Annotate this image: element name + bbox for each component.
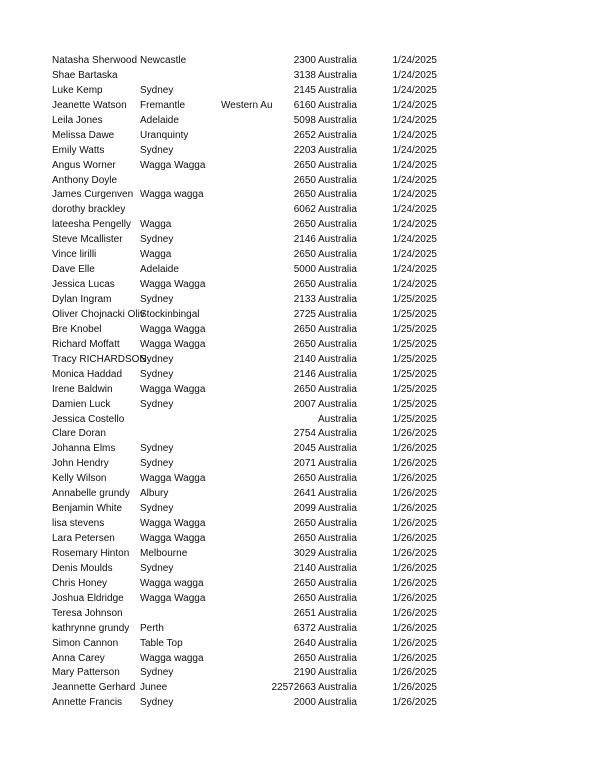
country-cell[interactable]: Australia [318,428,357,440]
city-cell[interactable]: Wagga Wagga [140,473,206,485]
postcode-cell[interactable]: 2650 [293,518,316,530]
country-cell[interactable]: Australia [318,69,357,81]
postcode-cell[interactable]: 2045 [293,443,316,455]
date-cell[interactable]: 1/24/2025 [392,249,437,261]
country-cell[interactable]: Australia [318,308,357,320]
city-cell[interactable]: Sydney [140,368,174,380]
date-cell[interactable]: 1/26/2025 [392,533,437,544]
name-cell[interactable]: Anthony Doyle [52,174,118,186]
city-cell[interactable]: Wagga wagga [140,652,204,664]
date-cell[interactable]: 1/24/2025 [392,55,437,66]
city-cell[interactable]: Stockinbingal [140,308,200,320]
city-cell[interactable]: Sydney [140,353,174,365]
date-cell[interactable]: 1/26/2025 [392,562,437,574]
table-row [52,293,452,308]
table-row [52,592,452,607]
postcode-cell[interactable]: 3029 [293,547,316,559]
city-cell[interactable]: Wagga [140,249,172,261]
city-cell[interactable]: Sydney [140,144,174,156]
date-cell[interactable]: 1/24/2025 [392,129,437,141]
country-cell[interactable]: Australia [318,547,357,559]
postcode-cell[interactable]: 3138 [293,69,316,81]
date-cell[interactable]: 1/24/2025 [392,234,437,246]
name-cell[interactable]: Vince lirilli [52,249,97,261]
table-row [52,637,452,652]
table-row [52,562,452,577]
postcode-cell[interactable]: 2725 [293,308,316,320]
city-cell[interactable]: Table Top [140,637,183,649]
city-cell[interactable]: Newcastle [140,55,187,66]
table-row [52,398,452,413]
city-cell[interactable]: Sydney [140,697,174,709]
date-cell[interactable]: 1/24/2025 [392,279,437,291]
postcode-cell[interactable]: 2650 [293,338,316,350]
country-cell[interactable]: Australia [318,562,357,574]
city-cell[interactable]: Sydney [140,234,174,246]
city-cell[interactable]: Melbourne [140,547,188,559]
postcode-cell[interactable]: 2650 [293,249,316,261]
city-cell[interactable]: Junee [140,682,168,694]
country-cell[interactable]: Australia [318,652,357,664]
postcode-cell[interactable]: 2099 [293,503,316,515]
country-cell[interactable]: Australia [318,682,357,694]
date-cell[interactable]: 1/24/2025 [392,174,437,186]
table-row [52,442,452,457]
name-cell[interactable]: John Hendry [52,458,109,470]
date-cell[interactable]: 1/26/2025 [392,667,437,679]
table-row [52,99,452,114]
name-cell[interactable]: Damien Luck [52,398,111,410]
table-row [52,383,452,398]
table-row [52,457,452,472]
name-cell[interactable]: Bre Knobel [52,323,102,335]
country-cell[interactable]: Australia [318,398,357,410]
name-cell[interactable]: Shae Bartaska [52,69,118,81]
city-cell[interactable]: Sydney [140,667,174,679]
date-cell[interactable]: 1/26/2025 [392,682,437,694]
postcode-cell[interactable]: 2146 [293,234,316,246]
city-cell[interactable]: Wagga wagga [140,577,204,589]
name-cell[interactable]: Kelly Wilson [52,473,107,485]
postcode-cell[interactable]: 2145 [293,84,316,96]
country-cell[interactable]: Australia [318,114,357,126]
table-row [52,472,452,487]
country-cell[interactable]: Australia [318,219,357,231]
date-cell[interactable]: 1/26/2025 [392,518,437,530]
table-row [52,248,452,263]
country-cell[interactable]: Australia [318,249,357,261]
city-cell[interactable]: Sydney [140,84,174,96]
table-row [52,144,452,159]
postcode-cell[interactable]: 5098 [293,114,316,126]
postcode-cell[interactable]: 2650 [293,577,316,589]
country-cell[interactable]: Australia [318,55,357,66]
table-row [52,338,452,353]
date-cell[interactable]: 1/26/2025 [392,473,437,485]
date-cell[interactable]: 1/26/2025 [392,488,437,500]
date-cell[interactable]: 1/26/2025 [392,547,437,559]
name-cell[interactable]: Dylan Ingram [52,294,112,305]
date-cell[interactable]: 1/26/2025 [392,443,437,455]
country-cell[interactable]: Australia [318,189,357,201]
date-cell[interactable]: 1/25/2025 [392,368,437,380]
postcode-cell[interactable]: 2641 [293,488,316,500]
name-cell[interactable]: Jeannette Gerhard [52,682,136,694]
table-row [52,263,452,278]
name-cell[interactable]: Rosemary Hinton [52,547,130,559]
date-cell[interactable]: 1/26/2025 [392,503,437,515]
city-cell[interactable]: Wagga Wagga [140,279,206,291]
name-cell[interactable]: Clare Doran [52,428,106,440]
date-cell[interactable]: 1/24/2025 [392,114,437,126]
postcode-cell[interactable]: 2146 [293,368,316,380]
country-cell[interactable]: Australia [318,368,357,380]
country-cell[interactable]: Australia [318,338,357,350]
postcode-cell[interactable]: 2650 [293,159,316,171]
table-row [52,54,452,69]
date-cell[interactable]: 1/25/2025 [392,338,437,350]
country-cell[interactable]: Australia [318,667,357,679]
postcode-cell[interactable]: 22572663 [271,682,316,694]
table-row [52,696,452,711]
name-cell[interactable]: Emily Watts [52,144,105,156]
name-cell[interactable]: Simon Cannon [52,637,119,649]
date-cell[interactable]: 1/25/2025 [392,353,437,365]
date-cell[interactable]: 1/25/2025 [392,398,437,410]
city-cell[interactable]: Uranquinty [140,129,189,141]
city-cell[interactable]: Albury [140,488,169,500]
postcode-cell[interactable]: 6160 [293,99,316,111]
table-row [52,487,452,502]
city-cell[interactable]: Wagga Wagga [140,159,206,171]
table-row [52,159,452,174]
postcode-cell[interactable]: 2133 [293,294,316,305]
table-row [52,666,452,681]
date-cell[interactable]: 1/26/2025 [392,592,437,604]
postcode-cell[interactable]: 2650 [293,174,316,186]
name-cell[interactable]: Oliver Chojnacki Oliv [52,308,145,320]
country-cell[interactable]: Australia [318,413,357,425]
postcode-cell[interactable]: 2650 [293,592,316,604]
name-cell[interactable]: Anna Carey [52,652,105,664]
postcode-cell[interactable]: 2650 [293,279,316,291]
table-row [52,532,452,547]
postcode-cell[interactable]: 2754 [293,428,316,440]
city-cell[interactable]: Sydney [140,458,174,470]
city-cell[interactable]: Wagga Wagga [140,383,206,395]
date-cell[interactable]: 1/24/2025 [392,264,437,276]
country-cell[interactable]: Australia [318,577,357,589]
table-row [52,203,452,218]
country-cell[interactable]: Australia [318,99,357,111]
city-cell[interactable]: Wagga [140,219,172,231]
name-cell[interactable]: Angus Worner [52,159,116,171]
name-cell[interactable]: Natasha Sherwood [52,55,138,66]
country-cell[interactable]: Australia [318,129,357,141]
country-cell[interactable]: Australia [318,458,357,470]
postcode-cell[interactable]: 2140 [293,353,316,365]
table-row [52,577,452,592]
postcode-cell[interactable]: 2140 [293,562,316,574]
table-row [52,218,452,233]
country-cell[interactable]: Australia [318,294,357,305]
table-row [52,129,452,144]
table-row [52,188,452,203]
name-cell[interactable]: Richard Moffatt [52,338,120,350]
postcode-cell[interactable]: 2651 [293,607,316,619]
city-cell[interactable]: Adelaide [140,114,179,126]
country-cell[interactable]: Australia [318,622,357,634]
city-cell[interactable]: Sydney [140,294,174,305]
country-cell[interactable]: Australia [318,264,357,276]
table-row [52,681,452,696]
date-cell[interactable]: 1/26/2025 [392,697,437,709]
postcode-cell[interactable]: 2650 [293,219,316,231]
country-cell[interactable]: Australia [318,144,357,156]
table-row [52,308,452,323]
name-cell[interactable]: lisa stevens [52,518,105,530]
country-cell[interactable]: Australia [318,473,357,485]
country-cell[interactable]: Australia [318,353,357,365]
name-cell[interactable]: Dave Elle [52,264,95,276]
name-cell[interactable]: Denis Moulds [52,562,113,574]
name-cell[interactable]: Annette Francis [52,697,123,709]
name-cell[interactable]: Lara Petersen [52,533,115,544]
name-cell[interactable]: Jessica Lucas [52,279,115,291]
table-row [52,114,452,129]
postcode-cell[interactable]: 2650 [293,383,316,395]
country-cell[interactable]: Australia [318,443,357,455]
postcode-cell[interactable]: 2650 [293,533,316,544]
city-cell[interactable]: Sydney [140,398,174,410]
table-row [52,547,452,562]
table-row [52,517,452,532]
date-cell[interactable]: 1/25/2025 [392,294,437,305]
table-row [52,278,452,293]
table-row [52,413,452,428]
city-cell[interactable]: Adelaide [140,264,179,276]
name-cell[interactable]: Mary Patterson [52,667,120,679]
date-cell[interactable]: 1/26/2025 [392,637,437,649]
city-cell[interactable]: Sydney [140,503,174,515]
table-row [52,427,452,442]
name-cell[interactable]: Jeanette Watson [52,99,127,111]
country-cell[interactable]: Australia [318,697,357,709]
date-cell[interactable]: 1/24/2025 [392,69,437,81]
state-cell[interactable]: Western Au [221,99,273,111]
date-cell[interactable]: 1/25/2025 [392,308,437,320]
name-cell[interactable]: dorothy brackley [52,204,126,216]
table-row [52,84,452,99]
name-cell[interactable]: Luke Kemp [52,84,103,96]
country-cell[interactable]: Australia [318,592,357,604]
table-row [52,174,452,189]
date-cell[interactable]: 1/26/2025 [392,428,437,440]
city-cell[interactable]: Sydney [140,562,174,574]
city-cell[interactable]: Wagga Wagga [140,518,206,530]
city-cell[interactable]: Wagga Wagga [140,592,206,604]
date-cell[interactable]: 1/25/2025 [392,323,437,335]
name-cell[interactable]: kathrynne grundy [52,622,130,634]
date-cell[interactable]: 1/24/2025 [392,159,437,171]
name-cell[interactable]: Leila Jones [52,114,103,126]
city-cell[interactable]: Wagga wagga [140,189,204,201]
date-cell[interactable]: 1/24/2025 [392,189,437,201]
name-cell[interactable]: Tracy RICHARDSON [52,353,147,365]
postcode-cell[interactable]: 2650 [293,473,316,485]
table-row [52,502,452,517]
country-cell[interactable]: Australia [318,323,357,335]
postcode-cell[interactable]: 5000 [293,264,316,276]
postcode-cell[interactable]: 2640 [293,637,316,649]
country-cell[interactable]: Australia [318,533,357,544]
date-cell[interactable]: 1/26/2025 [392,622,437,634]
name-cell[interactable]: Chris Honey [52,577,108,589]
country-cell[interactable]: Australia [318,159,357,171]
name-cell[interactable]: Jessica Costello [52,413,125,425]
table-row [52,353,452,368]
name-cell[interactable]: Melissa Dawe [52,129,115,141]
table-row [52,652,452,667]
date-cell[interactable]: 1/24/2025 [392,219,437,231]
table-row [52,622,452,637]
name-cell[interactable]: Benjamin White [52,503,123,515]
date-cell[interactable]: 1/26/2025 [392,577,437,589]
country-cell[interactable]: Australia [318,279,357,291]
country-cell[interactable]: Australia [318,518,357,530]
country-cell[interactable]: Australia [318,204,357,216]
postcode-cell[interactable]: 2652 [293,129,316,141]
name-cell[interactable]: Joshua Eldridge [52,592,124,604]
postcode-cell[interactable]: 2000 [293,697,316,709]
name-cell[interactable]: James Curgenven [52,189,134,201]
name-cell[interactable]: Johanna Elms [52,443,116,455]
postcode-cell[interactable]: 2300 [293,55,316,66]
city-cell[interactable]: Fremantle [140,99,186,111]
date-cell[interactable]: 1/26/2025 [392,652,437,664]
country-cell[interactable]: Australia [318,174,357,186]
date-cell[interactable]: 1/26/2025 [392,607,437,619]
postcode-cell[interactable]: 6372 [293,622,316,634]
city-cell[interactable]: Wagga Wagga [140,323,206,335]
postcode-cell[interactable]: 6062 [293,204,316,216]
postcode-cell[interactable]: 2190 [293,667,316,679]
name-cell[interactable]: Irene Baldwin [52,383,113,395]
table-row [52,368,452,383]
date-cell[interactable]: 1/24/2025 [392,204,437,216]
table-row [52,233,452,248]
postcode-cell[interactable]: 2650 [293,189,316,201]
date-cell[interactable]: 1/24/2025 [392,144,437,156]
table-row [52,607,452,622]
date-cell[interactable]: 1/25/2025 [392,413,437,425]
spreadsheet-table [52,54,452,711]
name-cell[interactable]: lateesha Pengelly [52,219,131,231]
country-cell[interactable]: Australia [318,503,357,515]
name-cell[interactable]: Steve Mcallister [52,234,123,246]
country-cell[interactable]: Australia [318,84,357,96]
city-cell[interactable]: Perth [140,622,164,634]
country-cell[interactable]: Australia [318,637,357,649]
name-cell[interactable]: Annabelle grundy [52,488,130,500]
postcode-cell[interactable]: 2650 [293,323,316,335]
postcode-cell[interactable]: 2203 [293,144,316,156]
date-cell[interactable]: 1/24/2025 [392,99,437,111]
country-cell[interactable]: Australia [318,234,357,246]
date-cell[interactable]: 1/25/2025 [392,383,437,395]
table-row [52,323,452,338]
city-cell[interactable]: Wagga Wagga [140,338,206,350]
postcode-cell[interactable]: 2071 [293,458,316,470]
country-cell[interactable]: Australia [318,488,357,500]
postcode-cell[interactable]: 2007 [293,398,316,410]
name-cell[interactable]: Monica Haddad [52,368,123,380]
table-row [52,69,452,84]
city-cell[interactable]: Wagga Wagga [140,533,206,544]
country-cell[interactable]: Australia [318,607,357,619]
date-cell[interactable]: 1/26/2025 [392,458,437,470]
date-cell[interactable]: 1/24/2025 [392,84,437,96]
city-cell[interactable]: Sydney [140,443,174,455]
name-cell[interactable]: Teresa Johnson [52,607,123,619]
postcode-cell[interactable]: 2650 [293,652,316,664]
country-cell[interactable]: Australia [318,383,357,395]
